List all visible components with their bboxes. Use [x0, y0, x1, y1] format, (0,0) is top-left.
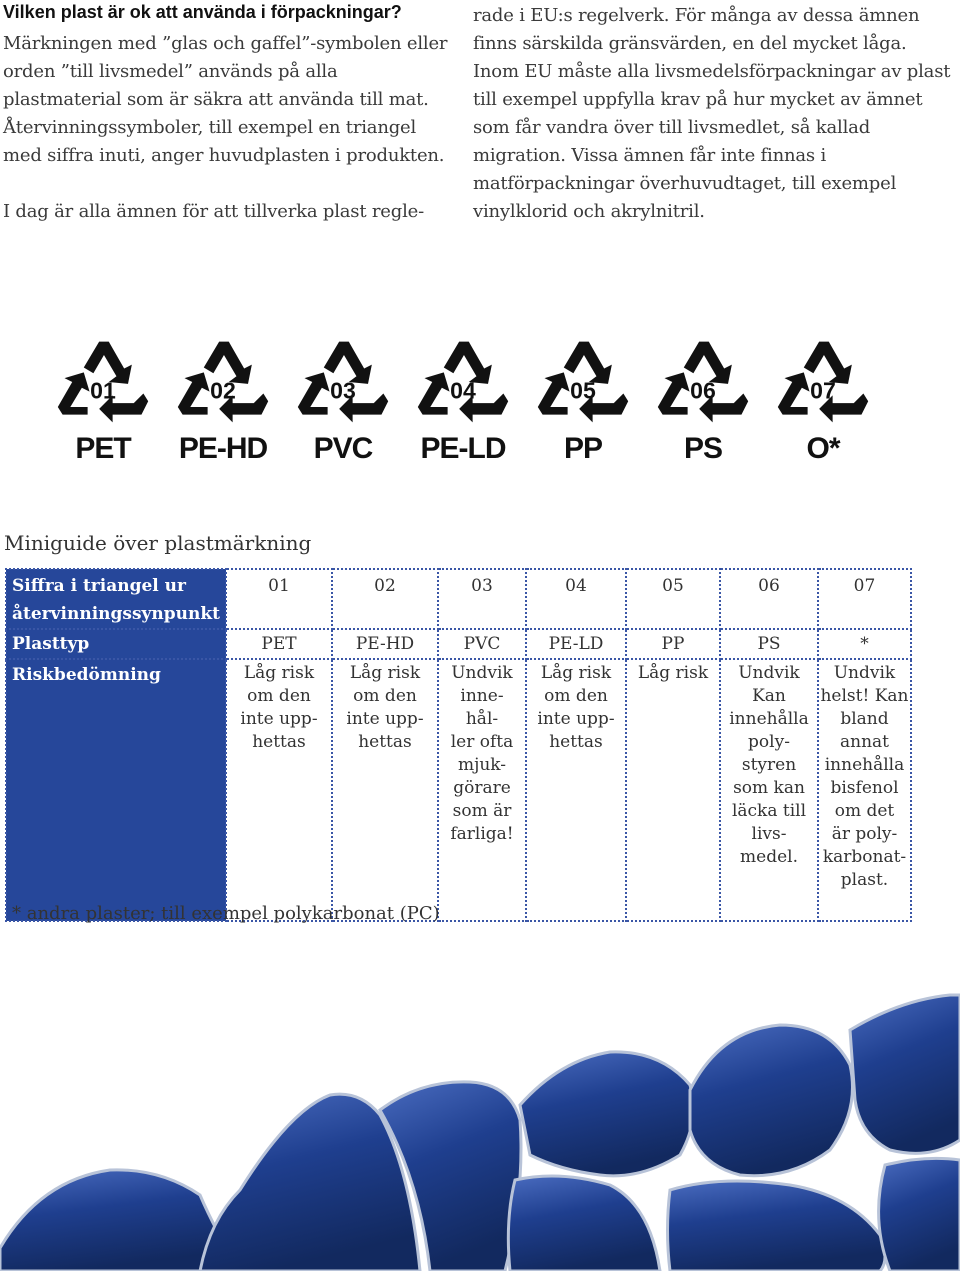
- recycle-triangle-icon: [653, 336, 753, 426]
- recycle-arrow: [298, 372, 330, 414]
- cell-number: 02: [332, 569, 438, 629]
- cell-number: 06: [720, 569, 818, 629]
- cell-type: PS: [720, 629, 818, 659]
- recycle-symbol-07: [768, 336, 878, 486]
- risk-line: plast.: [840, 870, 889, 890]
- cell-type: PVC: [438, 629, 526, 659]
- risk-line: om den: [247, 686, 311, 706]
- risk-line: Undvik: [738, 663, 800, 683]
- risk-line: inte upp-: [346, 709, 424, 729]
- risk-line: om det: [834, 801, 895, 821]
- recycle-abbr: O*: [806, 432, 840, 465]
- cell-number: 05: [626, 569, 720, 629]
- text-column-right: [473, 2, 953, 226]
- recycle-arrow: [418, 372, 450, 414]
- row-label-risk: Riskbedömning: [6, 659, 226, 921]
- risk-line: Låg risk: [243, 663, 315, 683]
- risk-line: innehålla: [729, 709, 809, 729]
- table-row-risk: [6, 659, 911, 921]
- paragraph: Märkningen med ”glas och gaffel”-symbolen eller orden ”till livsmedel” används på alla plastmaterial som är säkra att använda till mat. Återvinningssymboler, till exempel en triangel med siffra inuti, anger huvudplasten i produkten.: [3, 33, 448, 166]
- risk-line: annat: [840, 732, 889, 752]
- risk-line: om den: [544, 686, 608, 706]
- footnote: * andra plaster; till exempel polykarbonat (PC): [12, 903, 440, 924]
- recycling-symbols: [48, 336, 878, 486]
- recycle-code: 03: [330, 377, 356, 404]
- recycle-abbr: PS: [683, 432, 723, 465]
- risk-line: hettas: [549, 732, 603, 752]
- guide-title: Miniguide över plastmärkning: [4, 531, 312, 555]
- paragraph: rade i EU:s regelverk. För många av dessa ämnen finns särskilda gränsvärden, en del mycket låga. Inom EU måste alla livsmedelsförpackningar av plast till exempel uppfylla krav på hur mycket av ämnet som får vandra över till livsmedlet, så kallad migration. Vissa ämnen får inte finnas i matförpackningar överhuvudtaget, till exempel vinylklorid och akrylnitril.: [473, 5, 951, 222]
- risk-line: innehålla: [824, 755, 905, 775]
- cell-risk: [818, 659, 911, 921]
- decorative-stones: [0, 990, 960, 1271]
- recycle-code: 04: [450, 377, 476, 404]
- cell-risk: [720, 659, 818, 921]
- cell-number: 01: [226, 569, 332, 629]
- text-column-left: [3, 30, 453, 226]
- risk-line: Låg risk: [349, 663, 421, 683]
- risk-line: som kan: [733, 778, 805, 798]
- cell-number: 07: [818, 569, 911, 629]
- risk-line: om den: [353, 686, 417, 706]
- risk-line: Undvik: [833, 663, 896, 683]
- recycle-code: 01: [90, 377, 116, 404]
- cell-type: *: [818, 629, 911, 659]
- recycle-code: 05: [570, 377, 596, 404]
- recycle-symbol-03: [288, 336, 398, 486]
- plastic-guide-table: [5, 568, 912, 922]
- cell-risk: [438, 659, 526, 921]
- risk-line: helst! Kan: [820, 686, 909, 706]
- risk-line: inne-: [460, 686, 504, 706]
- cell-number: 04: [526, 569, 626, 629]
- risk-line: hettas: [252, 732, 306, 752]
- risk-line: läcka till: [731, 801, 807, 821]
- cell-type: PET: [226, 629, 332, 659]
- cell-number: 03: [438, 569, 526, 629]
- recycle-triangle-icon: [173, 336, 273, 426]
- risk-line: hål-: [465, 709, 499, 729]
- risk-line: som är: [452, 801, 512, 821]
- risk-line: karbonat-: [822, 847, 907, 867]
- risk-line: farliga!: [450, 824, 514, 844]
- recycle-triangle-icon: [293, 336, 393, 426]
- risk-line: styren: [741, 755, 797, 775]
- recycle-code: 06: [690, 377, 716, 404]
- cell-type: PE-HD: [332, 629, 438, 659]
- cell-risk: [226, 659, 332, 921]
- risk-line: inte upp-: [240, 709, 318, 729]
- recycle-symbol-06: [648, 336, 758, 486]
- recycle-symbol-02: [168, 336, 278, 486]
- recycle-abbr: PE-LD: [420, 432, 506, 465]
- risk-line: medel.: [740, 847, 798, 867]
- risk-line: Låg risk: [637, 663, 709, 683]
- cell-risk: [332, 659, 438, 921]
- risk-line: är poly-: [831, 824, 898, 844]
- recycle-abbr: PVC: [313, 432, 373, 465]
- risk-line: poly-: [748, 732, 790, 752]
- recycle-arrow: [538, 372, 570, 414]
- row-label-number: Siffra i triangel ur återvinningssynpunkt: [6, 569, 226, 629]
- stone-shapes: [0, 995, 960, 1271]
- recycle-triangle-icon: [533, 336, 633, 426]
- risk-line: Låg risk: [540, 663, 612, 683]
- table-row-type: [6, 629, 911, 659]
- recycle-abbr: PE-HD: [178, 432, 268, 465]
- risk-line: livs-: [751, 824, 787, 844]
- recycle-arrow: [778, 372, 810, 414]
- risk-line: hettas: [358, 732, 412, 752]
- cell-type: PE-LD: [526, 629, 626, 659]
- recycle-abbr: PET: [75, 432, 131, 465]
- table-row-number: [6, 569, 911, 629]
- cell-risk: [626, 659, 720, 921]
- recycle-triangle-icon: [773, 336, 873, 426]
- risk-line: bisfenol: [830, 778, 899, 798]
- recycle-arrow: [58, 372, 90, 414]
- page-heading: Vilken plast är ok att använda i förpackningar?: [3, 2, 402, 22]
- recycle-symbol-04: [408, 336, 518, 486]
- recycle-code: 07: [810, 377, 836, 404]
- row-label-type: Plasttyp: [6, 629, 226, 659]
- risk-line: ler ofta: [450, 732, 514, 752]
- cell-type: PP: [626, 629, 720, 659]
- risk-line: bland: [840, 709, 889, 729]
- recycle-triangle-icon: [413, 336, 513, 426]
- recycle-arrow: [178, 372, 210, 414]
- recycle-abbr: PP: [563, 432, 603, 465]
- risk-line: Kan: [752, 686, 786, 706]
- recycle-arrow: [658, 372, 690, 414]
- risk-line: inte upp-: [537, 709, 615, 729]
- recycle-triangle-icon: [53, 336, 153, 426]
- recycle-symbol-05: [528, 336, 638, 486]
- recycle-symbol-01: [48, 336, 158, 486]
- risk-line: görare: [453, 778, 511, 798]
- risk-line: mjuk-: [457, 755, 507, 775]
- cell-risk: [526, 659, 626, 921]
- risk-line: Undvik: [451, 663, 513, 683]
- paragraph: I dag är alla ämnen för att tillverka plast regle-: [3, 201, 424, 222]
- recycle-code: 02: [210, 377, 236, 404]
